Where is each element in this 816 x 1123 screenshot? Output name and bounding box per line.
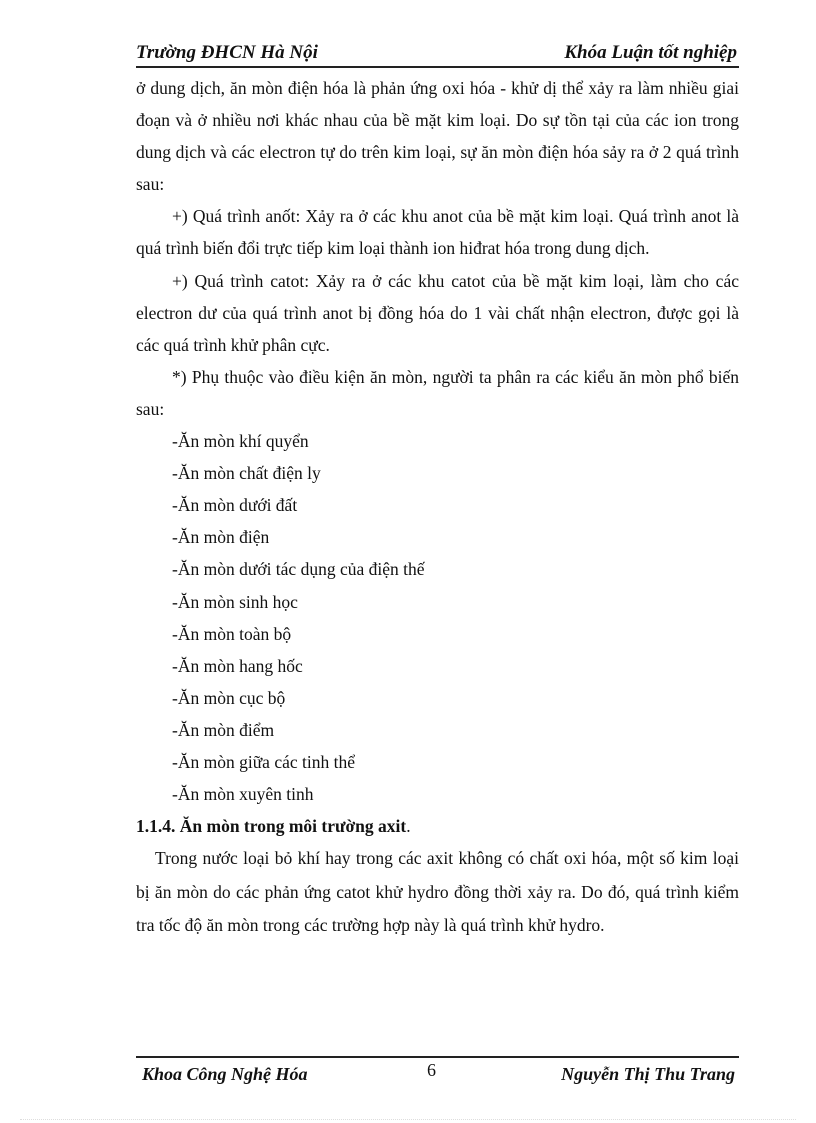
list-item: -Ăn mòn khí quyển xyxy=(172,431,309,452)
footer-author: Nguyễn Thị Thu Trang xyxy=(561,1064,735,1084)
page-header xyxy=(136,40,739,68)
page-footer xyxy=(136,1056,739,1092)
list-item: -Ăn mòn sinh học xyxy=(172,591,298,612)
list-item: -Ăn mòn xuyên tinh xyxy=(172,784,314,805)
list-item: -Ăn mòn điểm xyxy=(172,719,275,740)
list-item: -Ăn mòn điện xyxy=(172,527,270,548)
page-body xyxy=(136,72,739,943)
section-heading-tail: . xyxy=(406,816,411,837)
paragraph-types-intro: *) Phụ thuộc vào điều kiện ăn mòn, người ta phân ra các kiểu ăn mòn phổ biến sau: xyxy=(136,366,739,419)
paragraph-cathode: +) Quá trình catot: Xảy ra ở các khu catot của bề mặt kim loại, làm cho các electron dư của quá trình anot bị đồng hóa do 1 vài chất nhận electron, được gọi là các quá trình khử phân cực. xyxy=(136,270,739,355)
list-item: -Ăn mòn chất điện ly xyxy=(172,463,321,484)
header-thesis-title: Khóa Luận tốt nghiệp xyxy=(564,42,737,63)
page-number: 6 xyxy=(427,1060,436,1080)
header-school: Trường ĐHCN Hà Nội xyxy=(136,42,318,63)
list-item: -Ăn mòn toàn bộ xyxy=(172,623,292,644)
paragraph-anode: +) Quá trình anốt: Xảy ra ở các khu anot của bề mặt kim loại. Quá trình anot là quá trình biến đổi trực tiếp kim loại thành ion hiđrat hóa trong dung dịch. xyxy=(136,206,739,259)
section-heading-text: 1.1.4. Ăn mòn trong môi trường axit xyxy=(136,816,407,837)
list-item: -Ăn mòn hang hốc xyxy=(172,655,303,676)
footer-faculty: Khoa Công Nghệ Hóa xyxy=(142,1064,308,1084)
list-item: -Ăn mòn dưới đất xyxy=(172,495,298,516)
section-heading xyxy=(136,810,739,842)
bottom-divider xyxy=(20,1119,796,1120)
list-item: -Ăn mòn dưới tác dụng của điện thế xyxy=(172,559,425,580)
paragraph-intro: ở dung dịch, ăn mòn điện hóa là phản ứng oxi hóa - khử dị thể xảy ra làm nhiều giai đoạn và ở nhiều nơi khác nhau của bề mặt kim loại. Do sự tồn tại của các ion trong dung dịch và các electron tự do trên kim loại, sự ăn mòn điện hóa sảy ra ở 2 quá trình sau: xyxy=(136,78,739,195)
list-item: -Ăn mòn cục bộ xyxy=(172,687,286,708)
list-item: -Ăn mòn giữa các tinh thể xyxy=(172,751,355,772)
paragraph-acid: Trong nước loại bỏ khí hay trong các axit không có chất oxi hóa, một số kim loại bị ăn mòn do các phản ứng catot khử hydro đồng thời xảy ra. Do đó, quá trình kiểm tra tốc độ ăn mòn trong các trường hợp này là quá trình khử hydro. xyxy=(136,848,739,936)
